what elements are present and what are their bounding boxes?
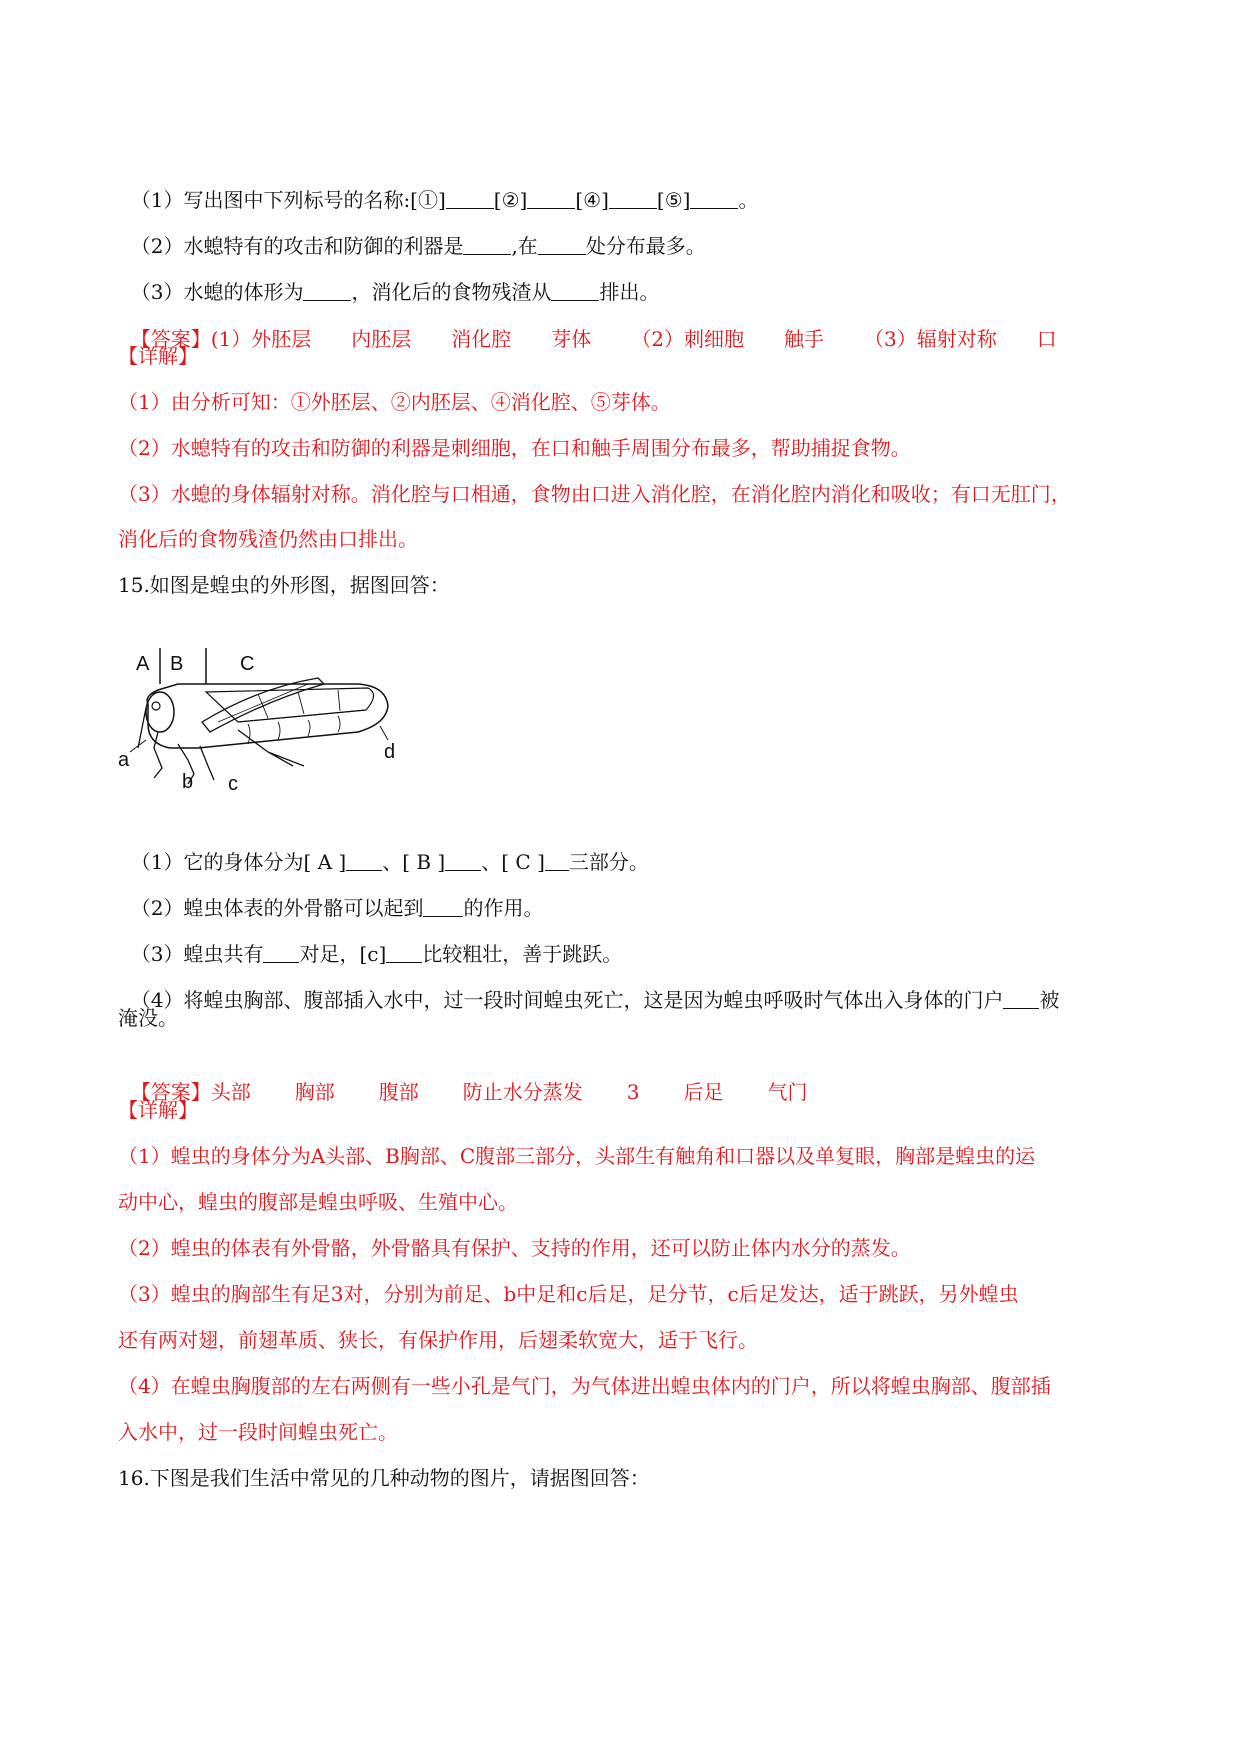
q14-prompt-3: （3）水螅的体形为 ，消化后的食物残渣从 排出。 [130, 280, 660, 304]
q14-detail-1: （1）由分析可知：①外胚层、②内胚层、④消化腔、⑤芽体。 [118, 390, 671, 414]
answer-blank [1003, 988, 1039, 1009]
q15-detail-label: 【详解】 [118, 1098, 198, 1122]
q16-title: 16.下图是我们生活中常见的几种动物的图片，请据图回答： [118, 1466, 650, 1490]
q15-prompt-3: （3）蝗虫共有 对足，[c] 比较粗壮，善于跳跃。 [130, 942, 623, 966]
q15-detail-2: （2）蝗虫的体表有外骨骼，外骨骼具有保护、支持的作用，还可以防止体内水分的蒸发。 [118, 1236, 911, 1260]
label-c: c [228, 773, 238, 795]
label-a: a [118, 749, 130, 771]
label-d: d [384, 741, 396, 763]
q14-prompt-1: （1）写出图中下列标号的名称:[①] [②] [④] [⑤] 。 [130, 188, 759, 212]
q14-detail-3b: 消化后的食物残渣仍然由口排出。 [118, 527, 418, 551]
q15-title: 15.如图是蝗虫的外形图，据图回答： [118, 573, 450, 597]
locust-diagram [118, 648, 438, 798]
q15-detail-3a: （3）蝗虫的胸部生有足3对，分别为前足、b中足和c后足，足分节，c后足发达，适于跳跃，另外蝗虫 [118, 1282, 1019, 1306]
q14-detail-3a: （3）水螅的身体辐射对称。消化腔与口相通，食物由口进入消化腔，在消化腔内消化和吸收；有口无肛门， [118, 482, 1071, 506]
q15-prompt-4b: 淹没。 [118, 1006, 178, 1030]
label-A: A [136, 653, 150, 675]
label-B: B [170, 653, 184, 675]
q15-prompt-1: （1）它的身体分为[ A ] 、[ B ] 、[ C ] 三部分。 [130, 850, 649, 874]
q15-detail-1a: （1）蝗虫的身体分为A头部、B胸部、C腹部三部分，头部生有触角和口器以及单复眼，胸部是蝗虫的运 [118, 1144, 1036, 1168]
answer-blank [545, 850, 569, 871]
q15-prompt-2: （2）蝗虫体表的外骨骼可以起到 的作用。 [130, 896, 544, 920]
q15-detail-4a: （4）在蝗虫胸腹部的左右两侧有一些小孔是气门，为气体进出蝗虫体内的门户，所以将蝗虫胸部、腹部插 [118, 1374, 1051, 1398]
q15-detail-4b: 入水中，过一段时间蝗虫死亡。 [118, 1420, 398, 1444]
q14-answer: 【答案】(1）外胚层 内胚层 消化腔 芽体 （2）刺细胞 触手 （3）辐射对称 口 [130, 327, 1057, 351]
q15-detail-1b: 动中心，蝗虫的腹部是蝗虫呼吸、生殖中心。 [118, 1190, 518, 1214]
q14-prompt-2: （2）水螅特有的攻击和防御的利器是 ,在 处分布最多。 [130, 234, 706, 258]
q14-detail-label: 【详解】 [118, 344, 198, 368]
label-C: C [240, 653, 255, 675]
q14-detail-2: （2）水螅特有的攻击和防御的利器是刺细胞，在口和触手周围分布最多，帮助捕捉食物。 [118, 436, 911, 460]
q15-prompt-4: （4）将蝗虫胸部、腹部插入水中，过一段时间蝗虫死亡，这是因为蝗虫呼吸时气体出入身体的门户 被 [130, 988, 1060, 1012]
label-b: b [182, 771, 194, 793]
q15-detail-3b: 还有两对翅，前翅革质、狭长，有保护作用，后翅柔软宽大，适于飞行。 [118, 1328, 758, 1352]
q15-answer: 【答案】头部 胸部 腹部 防止水分蒸发 3 后足 气门 [130, 1080, 808, 1104]
locust-illustration [118, 648, 438, 798]
